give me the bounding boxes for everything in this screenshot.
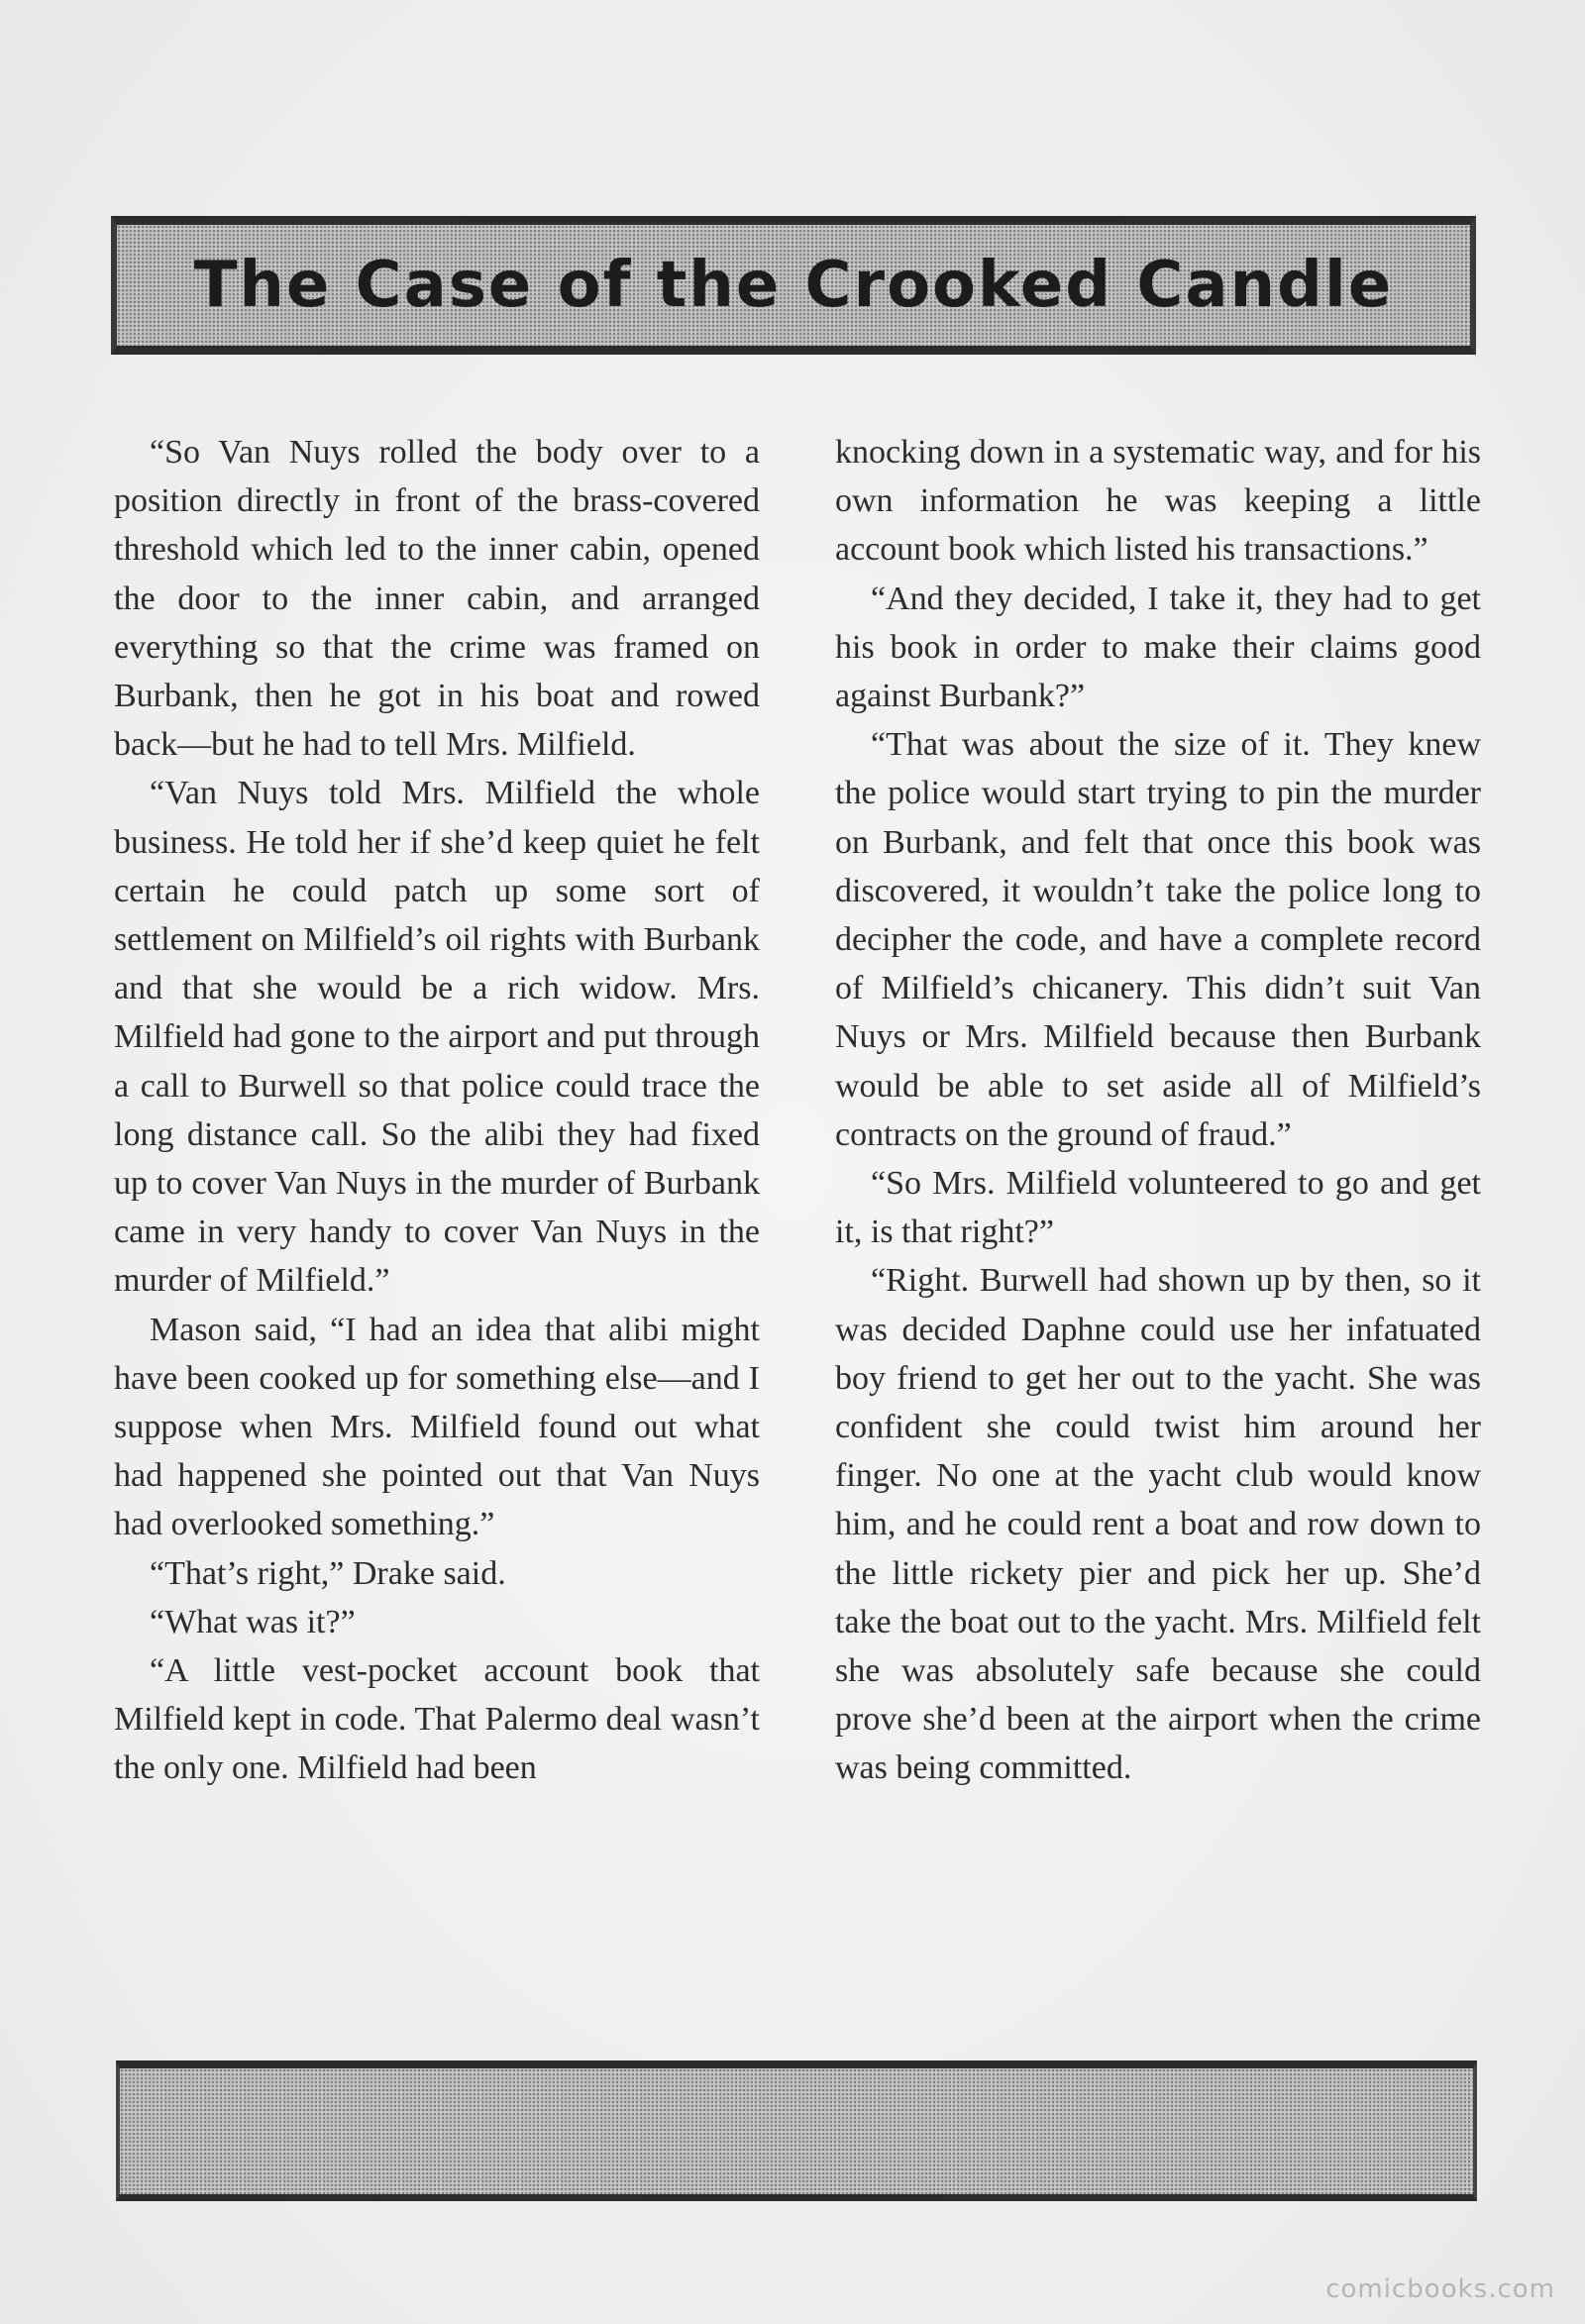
paragraph: “And they decided, I take it, they had to get his book in order to make their claims good against Burbank?” xyxy=(835,580,1481,715)
paragraph: “Right. Burwell had shown up by then, so it was decided Daphne could use her infatuated boy friend to get her out to the yacht. She was confident she could twist him around her finger. No one at the yacht club would know him, and he could rent a boat and row down to the little rickety pier and pick her up. She’d take the boat out to the yacht. Mrs. Milfield felt she was absolutely safe because she could prove she’d been at the airport when the crime was being committed. xyxy=(835,1262,1481,1787)
paragraph: “A little vest-pocket account book that Milfield kept in code. That Palermo deal wasn’t the only one. Milfield had been xyxy=(114,1652,760,1787)
left-column xyxy=(114,428,760,1993)
right-column xyxy=(835,428,1481,1993)
paragraph-continued: knocking down in a systematic way, and for his own information he was keeping a little account book which listed his transactions.” xyxy=(835,434,1481,569)
title-banner xyxy=(111,216,1476,355)
paragraph: Mason said, “I had an idea that alibi might have been cooked up for something else—and I suppose when Mrs. Milfield found out what had happened she pointed out that Van Nuys had overlooked something.” xyxy=(114,1311,760,1543)
text-columns xyxy=(114,428,1481,1993)
paragraph: “That’s right,” Drake said. xyxy=(150,1554,506,1592)
paragraph: “Van Nuys told Mrs. Milfield the whole business. He told her if she’d keep quiet he felt certain he could patch up some sort of settlement on Milfield’s oil rights with Burbank and that she would be a rich widow. Mrs. Milfield had gone to the airport and put through a call to Burwell so that police could trace the long distance call. So the alibi they had fixed up to cover Van Nuys in the murder of Burbank came in very handy to cover Van Nuys in the murder of Milfield.” xyxy=(114,775,760,1300)
paragraph: “What was it?” xyxy=(150,1603,356,1640)
watermark: comicbooks.com xyxy=(1325,2274,1555,2304)
paragraph: “So Van Nuys rolled the body over to a position directly in front of the brass-covered threshold which led to the inner cabin, opened the door to the inner cabin, and arranged everything so that the crime was framed on Burbank, then he got in his boat and rowed back—but he had to tell Mrs. Milfield. xyxy=(114,434,760,764)
bottom-banner xyxy=(116,2060,1477,2201)
story-title: The Case of the Crooked Candle xyxy=(193,249,1394,322)
paragraph: “That was about the size of it. They knew the police would start trying to pin the murder on Burbank, and felt that once this book was discovered, it wouldn’t take the police long to decipher the code, and have a complete record of Milfield’s chicanery. This didn’t suit Van Nuys or Mrs. Milfield because then Burbank would be able to set aside all of Milfield’s contracts on the ground of fraud.” xyxy=(835,726,1481,1153)
paragraph: “So Mrs. Milfield volunteered to go and get it, is that right?” xyxy=(835,1165,1481,1251)
